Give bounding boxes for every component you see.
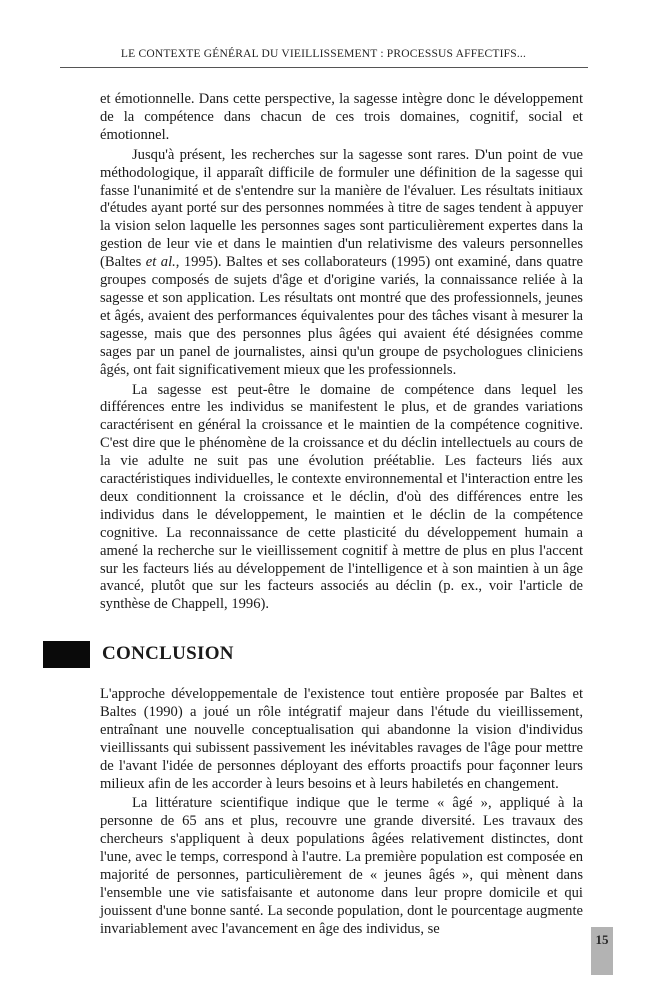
running-head: LE CONTEXTE GÉNÉRAL DU VIEILLISSEMENT : PROCESSUS AFFECTIFS... xyxy=(120,48,527,60)
conclusion-paragraph-2: La littérature scientifique indique que le terme « âgé », appliqué à la personne de 65 ans et plus, recouvre une grande diversité. Les travaux des chercheurs s'appliquent à deux populations âgées relativement distinctes, dont l'une, avec le temps, correspond à l'autre. La première population est composée en majorité de personnes, particulièrement de « jeunes âgés », qui mènent dans l'ensemble une vie satisfaisante et autonome dans leur propre domicile et qui jouissent d'une bonne santé. La seconde population, dont le pourcentage augmente invariablement avec l'avancement en âge des individus, se xyxy=(100,795,583,937)
paragraph-2-text: Jusqu'à présent, les recherches sur la sagesse sont rares. D'un point de vue méthodologique, il apparaît difficile de formuler une définition de la sagesse qui fasse l'unanimité et de s'entendre sur la manière de l'évaluer. Les résultats initiaux d'études ayant porté sur des personnes nommées à titre de sages tendent à appuyer la vision selon laquelle les personnes sages sont particulièrement expertes dans la gestion de leur vie et dans le maintien d'un relativisme des valeurs personnelles (Baltes xyxy=(100,146,583,271)
paragraph-2 xyxy=(100,147,583,380)
paragraph-1: et émotionnelle. Dans cette perspective, la sagesse intègre donc le développement de la compétence dans chacun de ces trois domaines, cognitif, social et émotionnel. xyxy=(100,91,583,143)
conclusion-paragraph-1: L'approche développementale de l'existence tout entière proposée par Baltes et Baltes (1990) a joué un rôle intégratif majeur dans l'étude du vieillissement, entraînant une nouvelle conceptualisation qui abandonne la vision d'individus vieillissants qui subissent passivement les inévitables ravages de l'âge pour mettre de l'avant l'idée de personnes déployant des efforts proactifs pour façonner leurs milieux afin de les accorder à leurs besoins et à leurs habiletés en changement. xyxy=(100,686,583,792)
citation-et-al: et al. xyxy=(145,254,176,271)
paragraph-2-text-cont: , 1995). Baltes et ses collaborateurs (1995) ont examiné, dans quatre groupes composés de sujets d'âge et d'origine variés, la connaissance reliée à la sagesse et son application. Les résultats ont montré que des professionnels, jeunes et âgés, avaient des performances équivalentes pour des tâches visant à mesurer la sagesse, mais que des personnes plus âgées qui avaient été désignées comme sages par un panel de journalistes, ainsi qu'un groupe de psychologues cliniciens âgés, ont fait significativement mieux que les professionnels. xyxy=(100,254,583,378)
section-heading-conclusion: CONCLUSION xyxy=(102,643,234,664)
header-rule xyxy=(60,67,588,68)
paragraph-3: La sagesse est peut-être le domaine de compétence dans lequel les différences entre les individus se manifestent le plus, et de grandes variations caractérisent en général la croissance et le maintien de la compétence cognitive. C'est dire que le phénomène de la croissance et du déclin intellectuels au cours de la vie adulte ne suit pas une évolution préétablie. Les facteurs liés aux caractéristiques individuelles, le contexte environnemental et l'interaction entre les deux conditionnent la croissance et le déclin, d'où des différences entre les individus dans le développement, le maintien et le déclin de la compétence cognitive. La reconnaissance de cette plasticité du développement humain a amené la recherche sur le vieillissement cognitif à mettre de plus en plus l'accent sur les facteurs liés au développement de l'intelligence et à son maintien à un âge avancé, plutôt que sur les facteurs associés au déclin (p. ex., voir l'article de synthèse de Chappell, 1996). xyxy=(100,381,583,613)
body-section-1 xyxy=(100,91,583,616)
page-number: 15 xyxy=(595,932,609,947)
body-section-conclusion xyxy=(100,686,583,941)
section-marker-block xyxy=(43,641,90,668)
